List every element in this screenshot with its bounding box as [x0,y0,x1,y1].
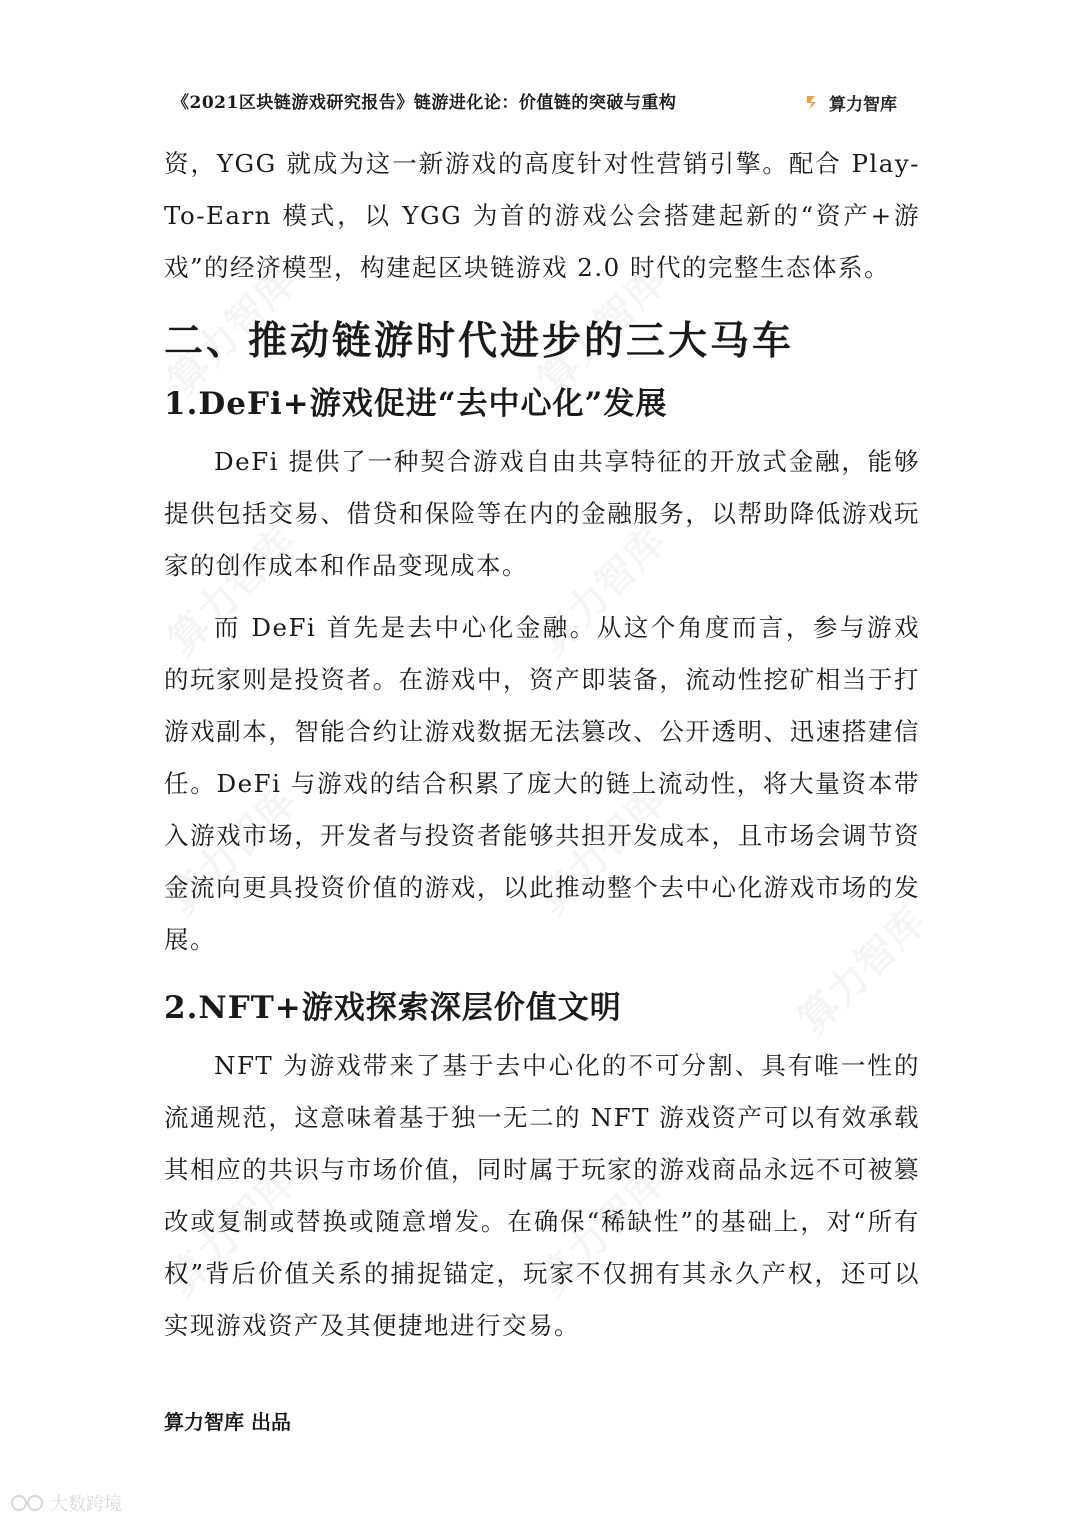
source-watermark [10,1490,122,1516]
brand-name: 算力智库 [829,95,897,115]
paragraph: NFT 为游戏带来了基于去中心化的不可分割、具有唯一性的流通规范，这意味着基于独一无二的 NFT 游戏资产可以有效承载其相应的共识与市场价值，同时属于玩家的游戏商品永远不可被篡改或复制或替换或随意增发。在确保“稀缺性”的基础上，对“所有权”背后价值关系的捕捉锚定，玩家不仅拥有其永久产权，还可以实现游戏资产及其便捷地进行交易。 [164,1051,920,1340]
article-body [164,138,920,1352]
footer-brand-line: 算力智库 出品 [164,1410,291,1434]
section-heading: 二、推动链游时代进步的三大马车 [164,319,795,364]
subsection-heading-nft: 2.NFT+游戏探索深层价值文明 [164,990,622,1026]
paragraph: 而 DeFi 首先是去中心化金融。从这个角度而言，参与游戏的玩家则是投资者。在游戏中，资产即装备，流动性挖矿相当于打游戏副本，智能合约让游戏数据无法篡改、公开透明、迅速搭建信任。DeFi 与游戏的结合积累了庞大的链上流动性，将大量资本带入游戏市场，开发者与投资者能够共担开发成本，且市场会调节资金流向更具投资价值的游戏，以此推动整个去中心化游戏市场的发展。 [164,613,920,954]
source-logo-icon [10,1494,46,1512]
paragraph: DeFi 提供了一种契合游戏自由共享特征的开放式金融，能够提供包括交易、借贷和保险等在内的金融服务，以帮助降低游戏玩家的创作成本和作品变现成本。 [164,447,920,580]
subsection-heading-defi: 1.DeFi+游戏促进“去中心化”发展 [164,386,668,422]
report-title: 《2021区块链游戏研究报告》链游进化论：价值链的突破与重构 [172,93,677,113]
intro-paragraph: 资，YGG 就成为这一新游戏的高度针对性营销引擎。配合 Play-To-Earn 模式，以 YGG 为首的游戏公会搭建起新的“资产+游戏”的经济模型，构建起区块链游戏 2.0 时代的完整生态体系。 [164,149,920,282]
source-mark-text: 大数跨境 [50,1494,122,1515]
brand-logo-icon [804,93,824,113]
header-brand [804,90,897,115]
